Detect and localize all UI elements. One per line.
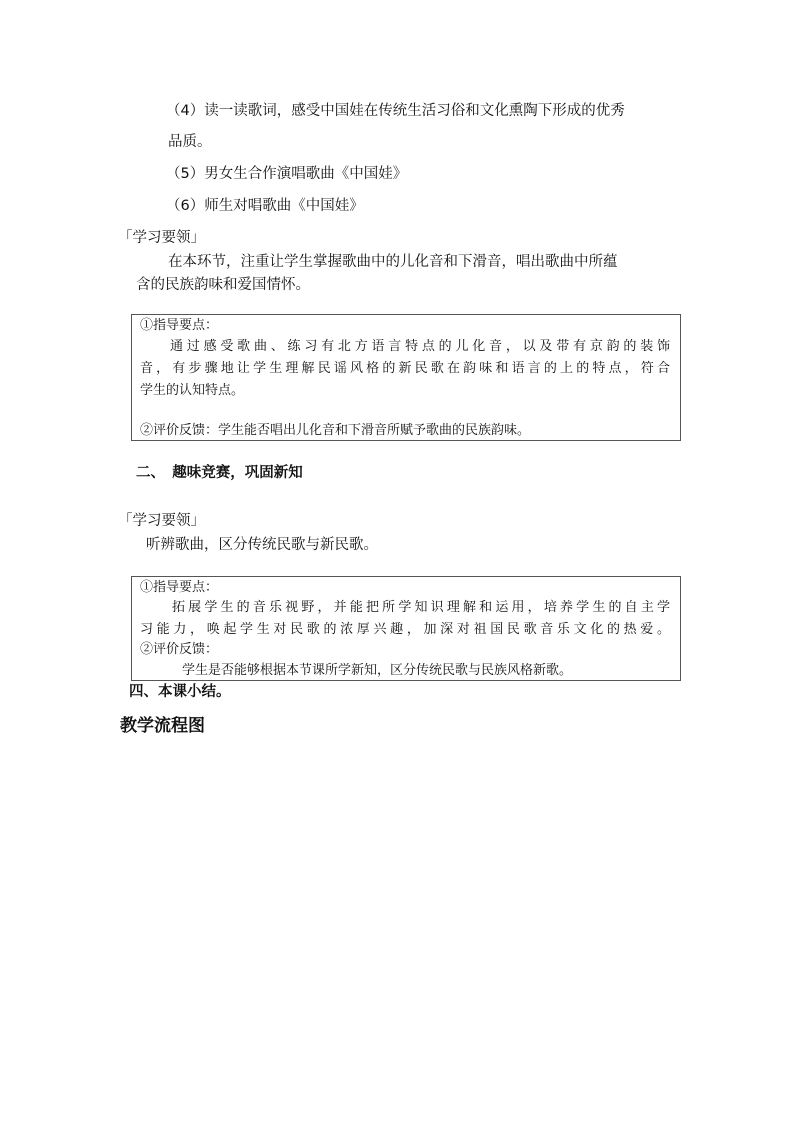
step-5: （5）男女生合作演唱歌曲《中国娃》 [166, 166, 408, 182]
guide-2-text-line-1: 拓展学生的音乐视野，并能把所学知识理解和运用，培养学生的自主学 [172, 600, 670, 615]
feedback-text: ②评价反馈：学生能否唱出儿化音和下滑音所赋予歌曲的民族韵味。 [140, 423, 531, 438]
flowchart-title: 教学流程图 [120, 716, 205, 736]
learning-essentials-text-line-2: 含的民族韵味和爱国情怀。 [136, 277, 310, 293]
feedback-2-text: 学生是否能够根据本节课所学新知，区分传统民歌与民族风格新歌。 [182, 663, 573, 678]
learning-essentials-text-line-1: 在本环节，注重让学生掌握歌曲中的儿化音和下滑音，唱出歌曲中所蕴 [168, 254, 618, 270]
learning-essentials-heading: 「学习要领」 [118, 230, 205, 246]
guide-2-text-line-2: 习能力，唤起学生对民歌的浓厚兴趣，加深对祖国民歌音乐文化的热爱。 [140, 622, 670, 637]
guidance-box-1 [131, 314, 681, 441]
guide-label-2: ①指导要点： [140, 580, 219, 595]
step-6: （6）师生对唱歌曲《中国娃》 [166, 198, 364, 214]
guide-text-line-1: 通过感受歌曲、练习有北方语言特点的儿化音，以及带有京韵的装饰 [170, 339, 670, 354]
section-2-title: 二、 趣味竞赛，巩固新知 [136, 465, 303, 481]
guide-text-line-2: 音，有步骤地让学生理解民谣风格的新民歌在韵味和语言的上的特点，符合 [140, 361, 670, 376]
step-4-line-1: （4）读一读歌词，感受中国娃在传统生活习俗和文化熏陶下形成的优秀 [166, 103, 625, 119]
step-4-line-2: 品质。 [168, 134, 212, 150]
learning-essentials-heading-2: 「学习要领」 [118, 513, 205, 529]
feedback-label-2: ②评价反馈： [140, 642, 219, 657]
section-4-title: 四、本课小结。 [129, 684, 231, 700]
learning-essentials-2-text: 听辨歌曲，区分传统民歌与新民歌。 [146, 537, 378, 553]
guidance-box-2 [131, 576, 681, 681]
guide-label: ①指导要点： [140, 318, 219, 333]
guide-text-line-3: 学生的认知特点。 [140, 383, 245, 398]
